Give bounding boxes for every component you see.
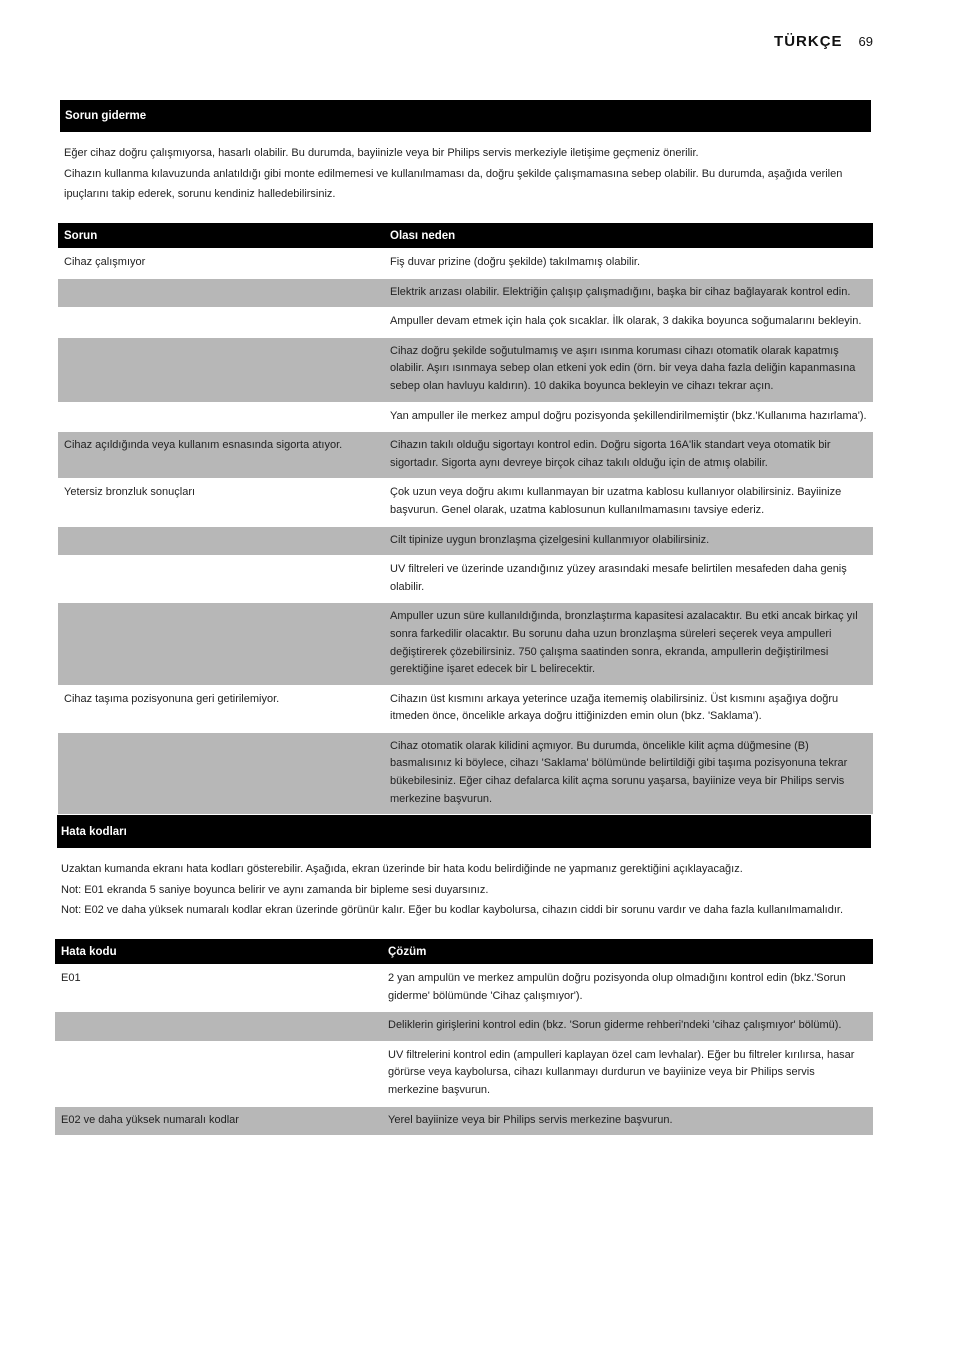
solution-cell: Deliklerin girişlerini kontrol edin (bkz. 'Sorun giderme rehberi'ndeki 'cihaz çalışmıyor' bölümü).: [382, 1012, 873, 1042]
error-code-cell: [55, 1012, 382, 1042]
note-paragraph: Not: E02 ve daha yüksek numaralı kodlar ekran üzerinde görünür kalır. Eğer bu kodlar kaybolursa, cihazın ciddi bir sorunu vardır ve daha fazla kullanılmamalıdır.: [61, 904, 844, 916]
problem-cell: Yetersiz bronzluk sonuçları: [58, 479, 384, 526]
cause-cell: Yan ampuller ile merkez ampul doğru pozisyonda şekillendirilmemiştir (bkz.'Kullanıma hazırlama').: [384, 402, 873, 432]
solution-cell: Yerel bayiinize veya bir Philips servis merkezine başvurun.: [382, 1106, 873, 1135]
error-codes-table: [55, 939, 873, 1135]
problem-cell: [58, 732, 384, 814]
table-row: [58, 337, 873, 402]
table-row: [58, 308, 873, 338]
table-header-row: [58, 223, 873, 249]
problem-cell: [58, 337, 384, 402]
problem-cell: [58, 308, 384, 338]
column-header-problem: Sorun: [58, 223, 384, 249]
column-header-solution: Çözüm: [382, 939, 873, 965]
cause-cell: Ampuller devam etmek için hala çok sıcaklar. İlk olarak, 3 dakika boyunca soğumalarını bekleyin.: [384, 308, 873, 338]
problem-cell: Cihaz taşıma pozisyonuna geri getirilemiyor.: [58, 685, 384, 732]
table-row: [58, 278, 873, 308]
table-row: [58, 479, 873, 526]
problem-cell: [58, 556, 384, 603]
cause-cell: Cilt tipinize uygun bronzlaşma çizelgesini kullanmıyor olabilirsiniz.: [384, 526, 873, 556]
troubleshooting-table: [58, 223, 873, 814]
problem-cell: [58, 603, 384, 685]
cause-cell: Cihaz otomatik olarak kilidini açmıyor. Bu durumda, öncelikle kilit açma düğmesine (B) basmalısınız ki böylece, cihazı 'Saklama' bölümünde belirtildiği gibi taşıma pozisyonuna tekrar bükebilesiniz. Eğer cihaz defalarca kilit açma sorunu yaşarsa, bayiinize veya bir Philips servis merkezine başvurun.: [384, 732, 873, 814]
cause-cell: Cihazın üst kısmını arkaya yeterince uzağa itememiş olabilirsiniz. Üst kısmını aşağıya doğru itmeden önce, öncelikle arkaya doğru ittiğinizden emin olun (bkz. 'Saklama').: [384, 685, 873, 732]
cause-cell: Cihazın takılı olduğu sigortayı kontrol edin. Doğru sigorta 16A'lik standart veya otomatik bir sigortadır. Sigorta aynı devreye birçok cihaz takılı olduğu için de atmış olabilir.: [384, 432, 873, 479]
table-row: [58, 526, 873, 556]
table-row: [58, 685, 873, 732]
note-paragraph: Not: E01 ekranda 5 saniye boyunca belirir ve aynı zamanda bir bipleme sesi duyarsınız.: [61, 883, 489, 896]
table-row: [58, 249, 873, 279]
error-code-cell: E02 ve daha yüksek numaralı kodlar: [55, 1106, 382, 1135]
table-row: [58, 603, 873, 685]
problem-cell: [58, 526, 384, 556]
cause-cell: UV filtreleri ve üzerinde uzandığınız yüzey arasındaki mesafe belirtilen mesafeden daha geniş olabilir.: [384, 556, 873, 603]
error-codes-intro: [61, 859, 871, 921]
problem-cell: Cihaz çalışmıyor: [58, 249, 384, 279]
column-header-cause: Olası neden: [384, 223, 873, 249]
troubleshooting-intro: [64, 143, 864, 205]
table-row: [55, 1041, 873, 1106]
table-row: [55, 1012, 873, 1042]
table-header-row: [55, 939, 873, 965]
section-title-troubleshooting: Sorun giderme: [60, 100, 871, 132]
table-row: [58, 432, 873, 479]
problem-cell: [58, 278, 384, 308]
error-code-cell: [55, 1041, 382, 1106]
page-header: [774, 33, 873, 53]
intro-paragraph: Cihazın kullanma kılavuzunda anlatıldığı gibi monte edilmemesi ve kullanılmaması da, doğru şekilde çalışmamasına sebep olabilir. Bu durumda, aşağıda verilen ipuçlarını takip ederek, sorunu kendiniz halledebilirsiniz.: [64, 167, 843, 200]
cause-cell: Elektrik arızası olabilir. Elektriğin çalışıp çalışmadığını, başka bir cihaz bağlayarak kontrol edin.: [384, 278, 873, 308]
cause-cell: Ampuller uzun süre kullanıldığında, bronzlaştırma kapasitesi azalacaktır. Bu etki ancak birkaç yıl sonra farkedilir olacaktır. Bu sorunu daha uzun bronzlaşma süreleri seçerek veya ampulleri değiştirerek çözebilirsiniz. 750 çalışma saatinden sonra, ekranda, ampullerin değiştirilmesi gerektiğine işaret edecek bir L belirecektir.: [384, 603, 873, 685]
table-row: [55, 1106, 873, 1135]
cause-cell: Çok uzun veya doğru akımı kullanmayan bir uzatma kablosu kullanıyor olabilirsiniz. Bayiinize başvurun. Genel olarak, uzatma kablosunun kullanılmamasını tavsiye ederiz.: [384, 479, 873, 526]
table-row: [58, 732, 873, 814]
table-row: [55, 965, 873, 1012]
problem-cell: Cihaz açıldığında veya kullanım esnasında sigorta atıyor.: [58, 432, 384, 479]
cause-cell: Fiş duvar prizine (doğru şekilde) takılmamış olabilir.: [384, 249, 873, 279]
page-number: 69: [858, 34, 873, 49]
section-title-error-codes: Hata kodları: [57, 815, 871, 848]
table-row: [58, 402, 873, 432]
intro-paragraph: Uzaktan kumanda ekranı hata kodları gösterebilir. Aşağıda, ekran üzerinde bir hata kodu belirdiğinde ne yapmanız gerektiğini açıklayacağız.: [61, 863, 743, 875]
solution-cell: UV filtrelerini kontrol edin (ampulleri kaplayan özel cam levhalar). Eğer bu filtreler kırılırsa, hasar görürse veya kaybolursa, cihazı kullanmayı durdurun ve bayiinize veya bir Philips servis merkezine başvurun.: [382, 1041, 873, 1106]
column-header-error-code: Hata kodu: [55, 939, 382, 965]
error-code-cell: E01: [55, 965, 382, 1012]
solution-cell: 2 yan ampulün ve merkez ampulün doğru pozisyonda olup olmadığını kontrol edin (bkz.'Sorun giderme' bölümünde 'Cihaz çalışmıyor').: [382, 965, 873, 1012]
cause-cell: Cihaz doğru şekilde soğutulmamış ve aşırı ısınma koruması cihazı otomatik olarak kapatmış olabilir. Aşırı ısınmaya sebep olan etkeni yok edin (örn. bir veya daha fazla deliğin kapanmasına sebep olan havluyu kaldırın). 10 dakika boyunca bekleyin ve cihazı tekrar açın.: [384, 337, 873, 402]
problem-cell: [58, 402, 384, 432]
table-row: [58, 556, 873, 603]
intro-paragraph: Eğer cihaz doğru çalışmıyorsa, hasarlı olabilir. Bu durumda, bayiinizle veya bir Philips servis merkeziyle iletişime geçmeniz önerilir.: [64, 147, 699, 159]
language-label: TÜRKÇE: [774, 33, 843, 50]
